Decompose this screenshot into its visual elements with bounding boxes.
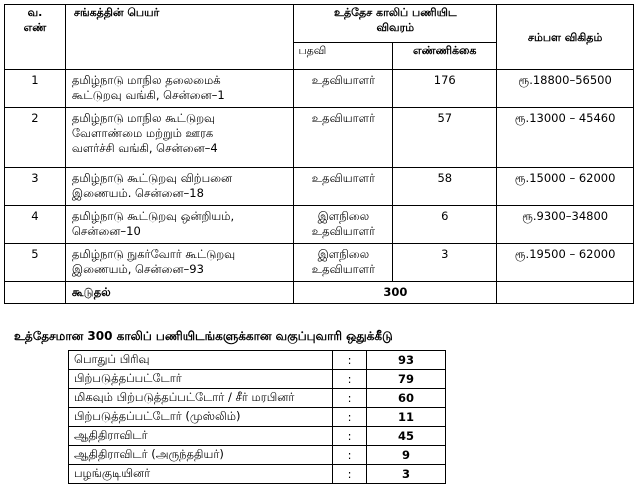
reservation-row [69, 370, 446, 389]
table-row [5, 168, 634, 206]
reservation-table [68, 350, 446, 484]
category-label: ஆதிதிராவிடர் [69, 427, 333, 446]
cell-line: உதவியாளர் [311, 262, 376, 276]
pay-scale-cell: ரூ.18800–56500 [497, 70, 634, 108]
post-header: பதவி [294, 43, 393, 70]
count-header: எண்ணிக்கை [393, 43, 497, 70]
post-cell [294, 206, 393, 244]
category-count: 11 [367, 408, 446, 427]
serial-header-line-2: எண் [23, 21, 47, 34]
count-cell: 58 [393, 168, 497, 206]
vacancy-header-line-1: உத்தேச காலிப் பணியிட [334, 6, 457, 19]
cell-line: உதவியாளர் [311, 224, 376, 238]
post-cell [294, 70, 393, 108]
cell-line: உதவியாளர் [311, 73, 376, 87]
serial-header-line-1: வ. [27, 6, 43, 19]
colon-separator: : [333, 389, 367, 408]
pay-scale-cell: ரூ.15000 – 62000 [497, 168, 634, 206]
category-count: 45 [367, 427, 446, 446]
serial-cell: 2 [5, 108, 66, 168]
society-name-cell [65, 108, 294, 168]
serial-header [5, 5, 66, 70]
reservation-row [69, 446, 446, 465]
reservation-row [69, 351, 446, 370]
colon-separator: : [333, 427, 367, 446]
total-value: 300 [294, 282, 497, 304]
category-count: 9 [367, 446, 446, 465]
society-name-cell [65, 70, 294, 108]
cell-line: உதவியாளர் [311, 171, 376, 185]
table-row [5, 108, 634, 168]
society-name-cell [65, 168, 294, 206]
category-label: மிகவும் பிற்படுத்தப்பட்டோர் / சீர் மரபினர் [69, 389, 333, 408]
pay-scale-cell: ரூ.19500 – 62000 [497, 244, 634, 282]
colon-separator: : [333, 351, 367, 370]
table-row [5, 70, 634, 108]
count-cell: 6 [393, 206, 497, 244]
cell-line: வேளாண்மை மற்றும் ஊரக [71, 126, 214, 140]
serial-cell: 3 [5, 168, 66, 206]
category-label: பழங்குடியினர் [69, 465, 333, 484]
cell-line: தமிழ்நாடு கூட்டுறவு விற்பனை [71, 171, 233, 185]
category-label: பொதுப் பிரிவு [69, 351, 333, 370]
colon-separator: : [333, 446, 367, 465]
cell-line: கூட்டுறவு வங்கி, சென்னை–1 [71, 88, 225, 102]
reservation-row [69, 408, 446, 427]
category-count: 93 [367, 351, 446, 370]
cell-line: இளநிலை [317, 247, 370, 261]
reservation-row [69, 389, 446, 408]
pay-scale-cell: ரூ.9300–34800 [497, 206, 634, 244]
table-row [5, 206, 634, 244]
pay-scale-cell: ரூ.13000 – 45460 [497, 108, 634, 168]
society-name-cell [65, 244, 294, 282]
total-blank-cell [5, 282, 66, 304]
cell-line: இளநிலை [317, 209, 370, 223]
colon-separator: : [333, 370, 367, 389]
category-label: பிற்படுத்தப்பட்டோர் [69, 370, 333, 389]
count-cell: 3 [393, 244, 497, 282]
reservation-row [69, 427, 446, 446]
post-cell [294, 108, 393, 168]
total-label: கூடுதல் [65, 282, 294, 304]
count-cell: 57 [393, 108, 497, 168]
count-cell: 176 [393, 70, 497, 108]
colon-separator: : [333, 408, 367, 427]
category-label: பிற்படுத்தப்பட்டோர் (முஸ்லிம்) [69, 408, 333, 427]
serial-cell: 4 [5, 206, 66, 244]
vacancy-header-line-2: விவரம் [376, 21, 415, 34]
post-cell [294, 244, 393, 282]
category-label: ஆதிதிராவிடர் (அருந்ததியர்) [69, 446, 333, 465]
pay-header: சம்பள விகிதம் [497, 5, 634, 70]
colon-separator: : [333, 465, 367, 484]
cell-line: தமிழ்நாடு மாநில தலைமைக் [71, 73, 221, 87]
society-name-cell [65, 206, 294, 244]
cell-line: தமிழ்நாடு நுகர்வோர் கூட்டுறவு [71, 247, 236, 261]
vacancy-table [4, 4, 634, 304]
cell-line: தமிழ்நாடு கூட்டுறவு ஒன்றியம், [71, 209, 235, 223]
cell-line: இணையம், சென்னை–93 [71, 262, 204, 276]
name-header: சங்கத்தின் பெயர் [65, 5, 294, 70]
reservation-title: உத்தேசமான 300 காலிப் பணியிடங்களுக்கான வகுப்புவாரி ஒதுக்கீடு [14, 329, 393, 343]
category-count: 79 [367, 370, 446, 389]
cell-line: தமிழ்நாடு மாநில கூட்டுறவு [71, 111, 216, 125]
total-row [5, 282, 634, 304]
cell-line: சென்னை–10 [71, 224, 141, 238]
cell-line: வளர்ச்சி வங்கி, சென்னை–4 [71, 141, 218, 155]
category-count: 3 [367, 465, 446, 484]
reservation-row [69, 465, 446, 484]
post-cell [294, 168, 393, 206]
serial-cell: 5 [5, 244, 66, 282]
cell-line: உதவியாளர் [311, 111, 376, 125]
serial-cell: 1 [5, 70, 66, 108]
cell-line: இணையம். சென்னை–18 [71, 186, 204, 200]
vacancy-header [294, 5, 497, 43]
category-count: 60 [367, 389, 446, 408]
table-row [5, 244, 634, 282]
total-pay-blank-cell [497, 282, 634, 304]
